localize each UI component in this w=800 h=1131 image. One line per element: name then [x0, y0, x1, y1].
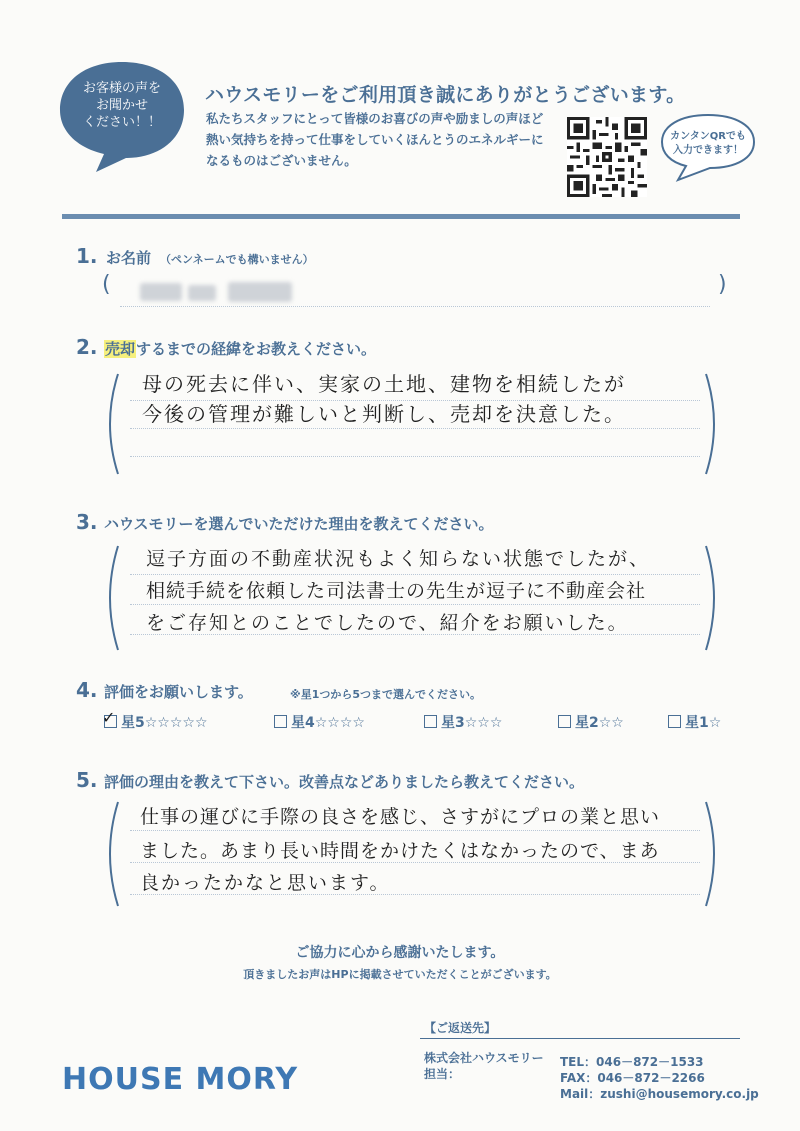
open-bracket [98, 800, 122, 908]
handwritten-answer: 今後の管理が難しいと判断し、売却を決意した。 [142, 402, 626, 426]
header-divider [62, 214, 740, 219]
bubble-line: お客様の声を [82, 81, 161, 96]
bubble-line: ください！！ [82, 115, 161, 130]
tel-number: TEL：046－872－1533 [560, 1055, 704, 1069]
rating-label: 星4☆☆☆☆ [291, 715, 365, 731]
person-label: 担当： [424, 1067, 461, 1081]
answer-line [130, 428, 700, 429]
question-label-text: するまでの経緯をお教えください。 [136, 340, 377, 358]
handwritten-answer: 母の死去に伴い、実家の土地、建物を相続したが [142, 372, 626, 396]
company-name: 株式会社ハウスモリー [424, 1051, 544, 1065]
answer-line [130, 456, 700, 457]
answer-line [120, 306, 710, 307]
checkmark-icon: ✓ [102, 708, 116, 727]
publication-note: 頂きましたお声はHPに掲載させていただくことがございます。 [243, 968, 557, 981]
rating-option-1[interactable] [668, 712, 721, 732]
close-bracket [702, 544, 726, 652]
rating-checkbox[interactable] [424, 715, 437, 728]
answer-line [130, 604, 700, 605]
close-bracket [702, 800, 726, 908]
name-redacted [188, 285, 216, 301]
rating-label: 星3☆☆☆ [441, 715, 503, 731]
house-mory-logo: HOUSE MORY [62, 1062, 299, 1097]
rating-label: 星2☆☆ [575, 715, 624, 731]
highlighted-word: 売却 [105, 340, 136, 358]
name-redacted [140, 283, 182, 301]
rating-option-3[interactable] [424, 712, 502, 732]
answer-line [130, 830, 700, 831]
name-redacted [228, 282, 292, 302]
footer-divider [420, 1038, 740, 1039]
rating-checkbox[interactable] [102, 708, 117, 728]
question-label: 評価の理由を教えて下さい。改善点などありましたら教えてください。 [104, 773, 585, 791]
rating-label: 星5☆☆☆☆☆ [121, 715, 208, 731]
qr-bubble-line: 入力できます！ [673, 145, 743, 156]
handwritten-answer: 相続手続を依頼した司法書士の先生が逗子に不動産会社 [146, 580, 647, 602]
open-paren: ( [102, 272, 111, 297]
rating-checkbox[interactable] [558, 715, 571, 728]
question-note: ※星1つから5つまで選んでください。 [290, 688, 482, 701]
rating-option-5[interactable] [102, 708, 208, 732]
intro-line: 私たちスタッフにとって皆様のお喜びの声や励ましの声ほど [206, 111, 544, 126]
handwritten-answer: をご存知とのことでしたので、紹介をお願いした。 [146, 612, 629, 634]
handwritten-answer: 逗子方面の不動産状況もよく知らない状態でしたが、 [146, 548, 651, 570]
close-bracket [702, 372, 726, 476]
close-paren: ) [718, 272, 727, 297]
open-bracket [98, 544, 122, 652]
question-label: お名前 [106, 249, 152, 267]
question-note: （ペンネームでも構いません） [160, 253, 314, 266]
qr-bubble-line: カンタンQRでも [670, 131, 746, 142]
question-number: 5. [76, 768, 98, 792]
question-number: 1. [76, 244, 98, 268]
thanks-message: ご協力に心から感謝いたします。 [295, 945, 505, 961]
question-number: 4. [76, 678, 98, 702]
question-number: 2. [76, 335, 98, 359]
page-title: ハウスモリーをご利用頂き誠にありがとうございます。 [205, 84, 686, 106]
question-number: 3. [76, 510, 98, 534]
qr-bubble-text [663, 130, 753, 158]
email-address[interactable]: Mail：zushi@housemory.co.jp [560, 1087, 759, 1101]
rating-label: 星1☆ [685, 715, 722, 731]
fax-number: FAX：046－872－2266 [560, 1071, 705, 1085]
qr-code-icon[interactable] [567, 117, 647, 197]
rating-option-2[interactable] [558, 712, 624, 732]
handwritten-answer: ました。あまり長い時間をかけたくはなかったので、まあ [140, 840, 660, 862]
rating-checkbox[interactable] [274, 715, 287, 728]
handwritten-answer: 良かったかなと思います。 [140, 872, 391, 894]
intro-text [206, 108, 566, 171]
return-address-label: 【ご返送先】 [424, 1021, 497, 1035]
bubble-line: お聞かせ [95, 98, 148, 113]
answer-line [130, 574, 700, 575]
question-label [104, 338, 376, 359]
handwritten-answer: 仕事の運びに手際の良さを感じ、さすがにプロの業と思い [140, 806, 661, 828]
open-bracket [98, 372, 122, 476]
rating-checkbox[interactable] [668, 715, 681, 728]
question-label: ハウスモリーを選んでいただけた理由を教えてください。 [104, 515, 494, 533]
speech-bubble-text [70, 80, 174, 131]
question-label: 評価をお願いします。 [104, 683, 253, 701]
rating-option-4[interactable] [274, 712, 365, 732]
intro-line: 熱い気持ちを持って仕事をしていくほんとうのエネルギーに [206, 132, 544, 147]
intro-line: なるものはございません。 [206, 153, 357, 168]
